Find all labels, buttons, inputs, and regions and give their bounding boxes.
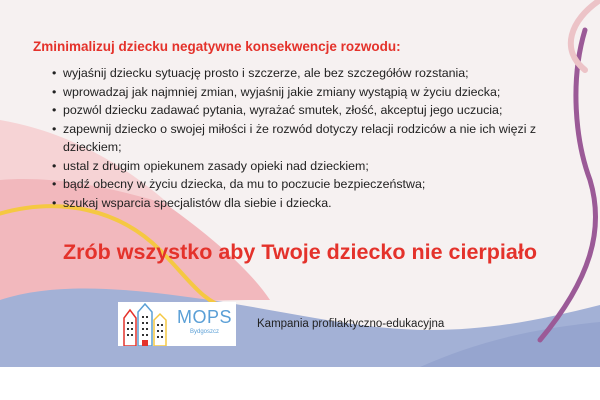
list-item: • wprowadzaj jak najmniej zmian, wyjaśnij jakie zmiany wystąpią w życiu dziecka; bbox=[52, 83, 572, 102]
logo-subtitle: Bydgoszcz bbox=[190, 329, 220, 335]
list-item: • ustal z drugim opiekunem zasady opieki nad dzieckiem; bbox=[52, 157, 572, 176]
advice-list bbox=[52, 64, 572, 212]
heading: Zminimalizuj dziecku negatywne konsekwencje rozwodu: bbox=[33, 39, 401, 54]
logo-name: MOPS bbox=[177, 307, 233, 327]
list-item: • wyjaśnij dziecku sytuację prosto i szczerze, ale bez szczegółów rozstania; bbox=[52, 64, 572, 83]
list-item: • szukaj wsparcia specjalistów dla siebie i dziecka. bbox=[52, 194, 572, 213]
list-item: • pozwól dziecku zadawać pytania, wyrażać smutek, złość, akceptuj jego uczucia; bbox=[52, 101, 572, 120]
slogan: Zrób wszystko aby Twoje dziecko nie cierpiało bbox=[63, 240, 537, 264]
list-item: • bądź obecny w życiu dziecka, da mu to poczucie bezpieczeństwa; bbox=[52, 175, 572, 194]
list-item: • zapewnij dziecko o swojej miłości i że rozwód dotyczy relacji rodziców a nie ich więzi z dzieckiem; bbox=[52, 120, 572, 157]
mops-logo bbox=[118, 302, 236, 346]
campaign-label: Kampania profilaktyczno-edukacyjna bbox=[257, 318, 445, 330]
logo-towers-icon bbox=[118, 302, 178, 346]
